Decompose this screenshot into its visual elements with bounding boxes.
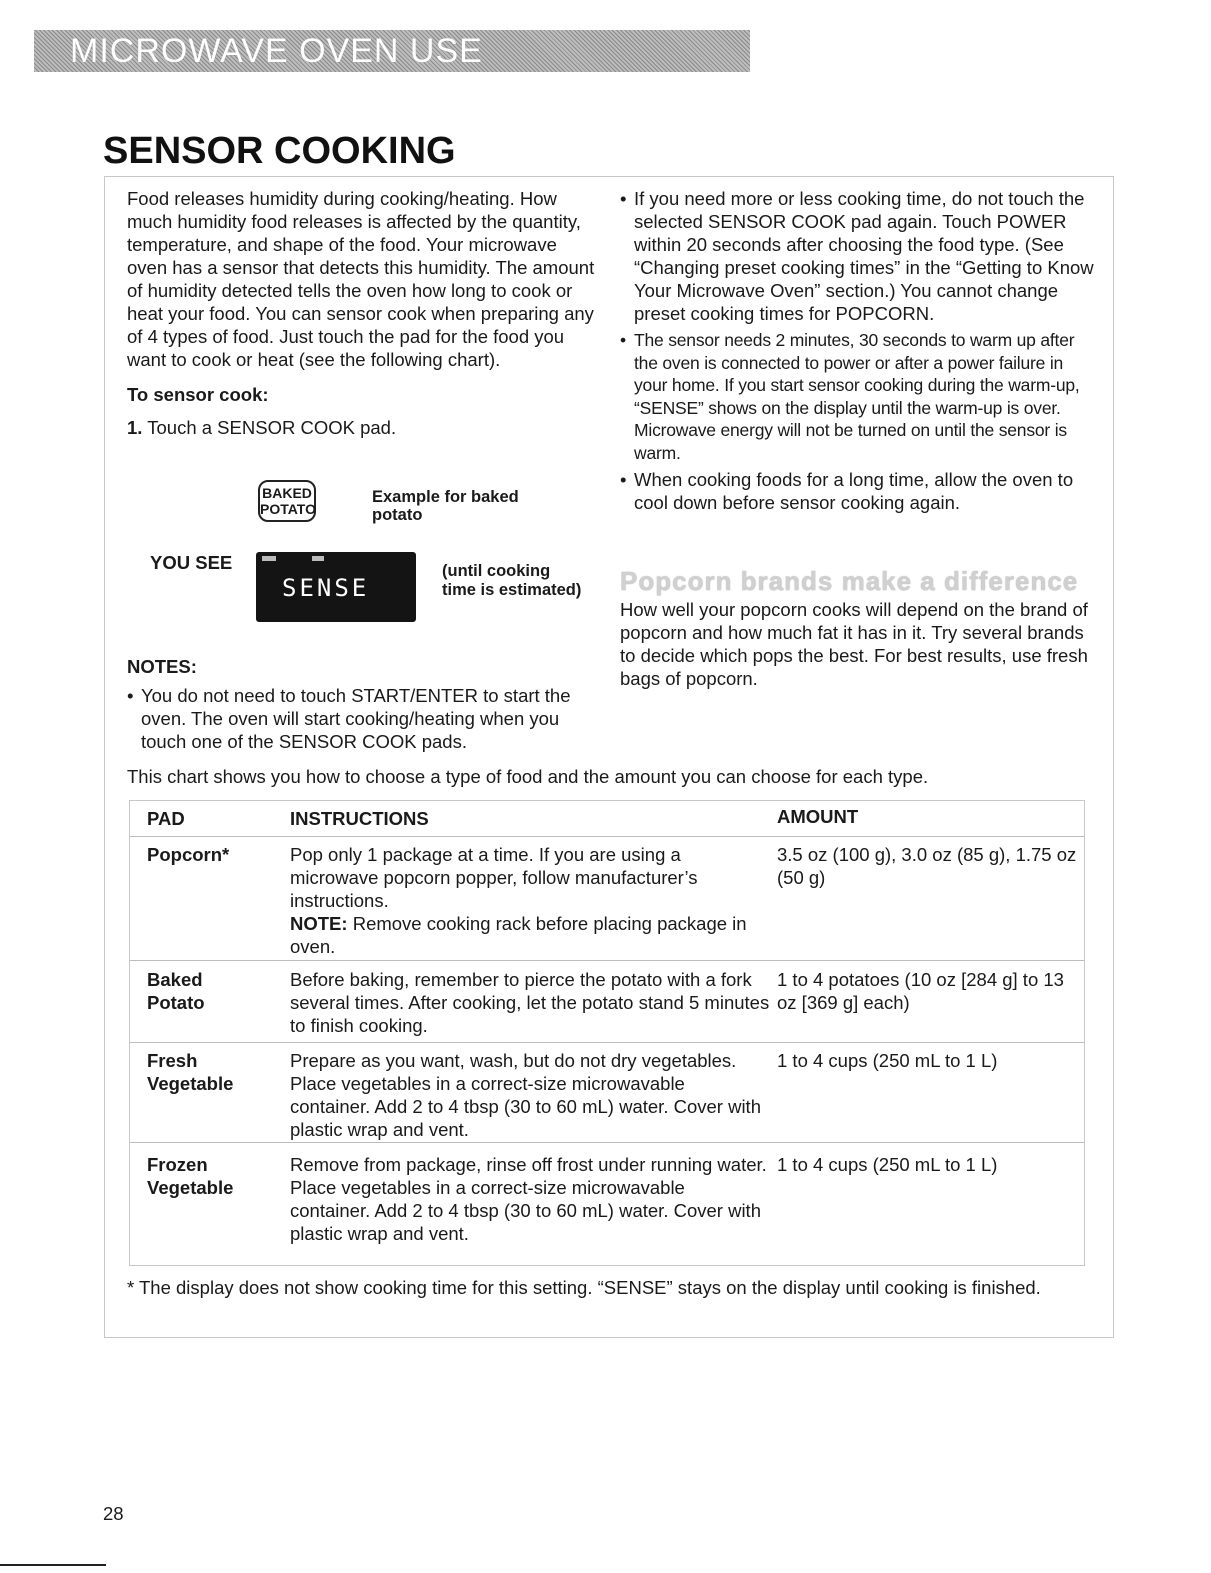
step-1-number: 1.	[127, 417, 143, 438]
page-number: 28	[103, 1503, 124, 1524]
display-readout: SENSE	[282, 574, 370, 602]
row-pad: Fresh Vegetable	[147, 1050, 234, 1094]
row-instructions-text: Pop only 1 package at a time. If you are using a microwave popcorn popper, follow manufacturer’s instructions.	[290, 844, 698, 911]
row-instructions: Before baking, remember to pierce the potato with a fork several times. After cooking, let the potato stand 5 minutes to finish cooking.	[290, 969, 770, 1036]
row-pad: Popcorn*	[147, 844, 230, 865]
notes-heading: NOTES:	[127, 656, 197, 677]
display-indicator-icon	[312, 556, 324, 561]
header-amount: AMOUNT	[777, 806, 859, 827]
page-title: SENSOR COOKING	[103, 130, 456, 172]
intro-paragraph: Food releases humidity during cooking/heating. How much humidity food releases is affected by the quantity, temperature, and shape of the food. Your microwave oven has a sensor that detects this humidity. The amount of humidity detected tells the oven how long to cook or heat your food. You can sensor cook when preparing any of 4 types of food. Just touch the pad for the food you want to cook or heat (see the following chart).	[127, 188, 595, 370]
sensor-cook-table	[129, 800, 1085, 1266]
baked-potato-pad-icon	[258, 480, 316, 522]
row-note-label: NOTE:	[290, 913, 348, 934]
table-row	[130, 961, 1084, 1043]
header-instructions: INSTRUCTIONS	[290, 808, 429, 829]
table-row	[130, 1043, 1084, 1143]
popcorn-paragraph: How well your popcorn cooks will depend on the brand of popcorn and how much fat it has in it. Try several brands to decide which pops the best. For best results, use fresh bags of popcorn.	[620, 599, 1088, 689]
section-banner-text: MICROWAVE OVEN USE	[70, 32, 483, 70]
right-bullet-2: • The sensor needs 2 minutes, 30 seconds to warm up after the oven is connected to power or after a power failure in your home. If you start sensor cooking during the warm-up, “SENSE” shows on the display until the warm-up is over. Microwave energy will not be turned on until the sensor is warm.	[620, 329, 1095, 464]
row-note	[290, 912, 770, 958]
table-row	[130, 837, 1084, 961]
row-amount: 1 to 4 potatoes (10 oz [284 g] to 13 oz [369 g] each)	[777, 969, 1064, 1013]
table-header-row	[130, 801, 1084, 837]
row-instructions: Prepare as you want, wash, but do not dry vegetables. Place vegetables in a correct-size microwavable container. Add 2 to 4 tbsp (30 to 60 mL) water. Cover with plastic wrap and vent.	[290, 1050, 761, 1140]
display-note: (until cooking time is estimated)	[442, 562, 582, 599]
right-bullet-1: • If you need more or less cooking time, do not touch the selected SENSOR COOK pad again. Touch POWER within 20 seconds after choosing the food type. (See “Changing preset cooking times” in the “Getting to Know Your Microwave Oven” section.) You cannot change preset cooking times for POPCORN.	[620, 187, 1095, 325]
row-amount: 3.5 oz (100 g), 3.0 oz (85 g), 1.75 oz (50 g)	[777, 844, 1077, 888]
to-sensor-cook-heading: To sensor cook:	[127, 384, 269, 405]
popcorn-heading: Popcorn brands make a difference	[620, 566, 1079, 596]
row-instructions: Remove from package, rinse off frost under running water. Place vegetables in a correct-size microwavable container. Add 2 to 4 tbsp (30 to 60 mL) water. Cover with plastic wrap and vent.	[290, 1154, 767, 1244]
display-indicator-icon	[262, 556, 276, 561]
row-amount: 1 to 4 cups (250 mL to 1 L)	[777, 1050, 998, 1071]
notes-list	[127, 684, 597, 753]
pad-label-line1: BAKED	[262, 485, 312, 501]
section-banner	[34, 30, 750, 72]
step-1-text: Touch a SENSOR COOK pad.	[147, 417, 397, 438]
step-1	[127, 416, 597, 439]
row-pad: Frozen Vegetable	[147, 1154, 234, 1198]
row-pad: Baked Potato	[147, 969, 205, 1013]
pad-label-line2: POTATO	[260, 501, 316, 517]
table-row	[130, 1143, 1084, 1265]
pad-example-caption: Example for baked potato	[372, 488, 519, 524]
footer-rule	[0, 1564, 106, 1566]
row-instructions	[290, 843, 770, 958]
chart-intro: This chart shows you how to choose a type of food and the amount you can choose for each type.	[127, 766, 929, 787]
row-amount: 1 to 4 cups (250 mL to 1 L)	[777, 1154, 998, 1175]
right-column	[620, 187, 1095, 514]
oven-display	[256, 552, 416, 622]
note-item: • You do not need to touch START/ENTER to start the oven. The oven will start cooking/heating when you touch one of the SENSOR COOK pads.	[127, 684, 597, 753]
you-see-label: YOU SEE	[150, 552, 233, 573]
footnote: * The display does not show cooking time for this setting. “SENSE” stays on the display until cooking is finished.	[127, 1277, 1041, 1298]
header-pad: PAD	[147, 808, 185, 829]
left-column	[127, 187, 597, 439]
pad-example	[258, 480, 578, 530]
row-note-text: Remove cooking rack before placing package in oven.	[290, 913, 747, 957]
right-bullet-3: • When cooking foods for a long time, allow the oven to cool down before sensor cooking again.	[620, 468, 1095, 514]
